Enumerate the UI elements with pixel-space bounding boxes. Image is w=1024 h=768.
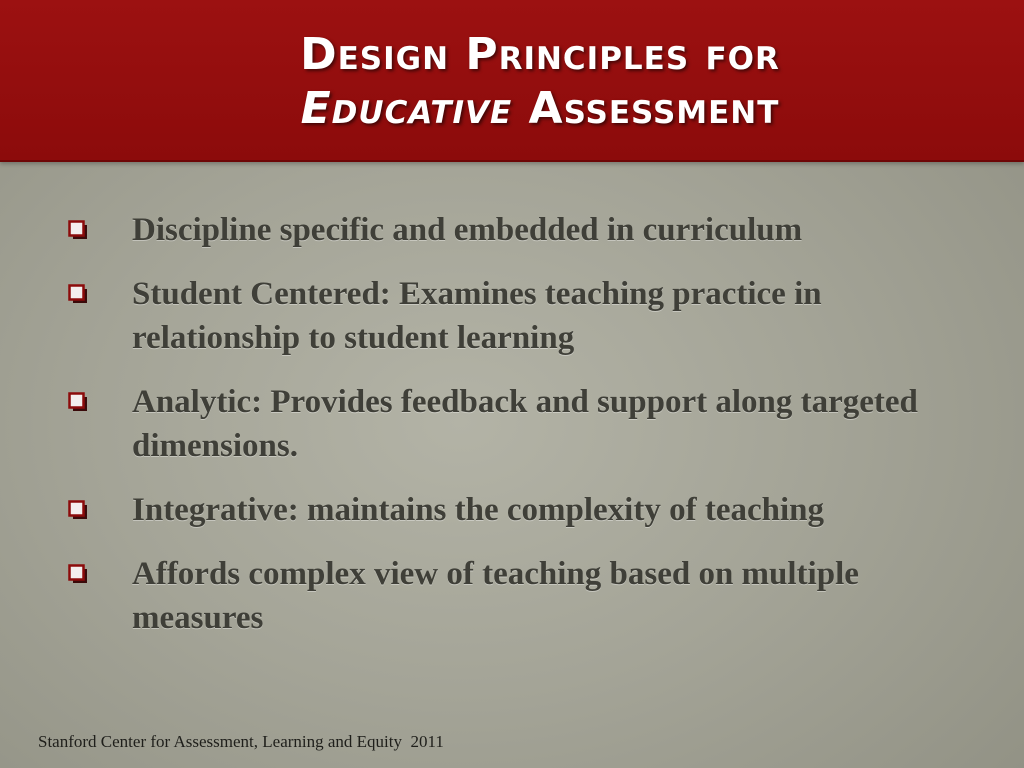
title-line-2-rest: Assessment	[512, 83, 780, 134]
bullet-text: Analytic: Provides feedback and support along targeted dimensions.	[132, 384, 918, 464]
bullet-item	[62, 208, 962, 252]
slide-title	[0, 28, 1024, 136]
title-line-2	[0, 82, 1024, 136]
bullet-item	[62, 552, 962, 640]
bullet-item	[62, 272, 962, 360]
title-italic-word: Educative	[300, 83, 513, 134]
bullet-text: Integrative: maintains the complexity of teaching	[132, 492, 824, 528]
bullet-item	[62, 488, 962, 532]
checkbox-square-icon	[68, 284, 88, 304]
footer-credit: Stanford Center for Assessment, Learning and Equity 2011	[38, 732, 444, 751]
bullet-list	[62, 208, 962, 660]
bullet-text: Affords complex view of teaching based on multiple measures	[132, 556, 859, 636]
bullet-text: Discipline specific and embedded in curriculum	[132, 212, 803, 248]
checkbox-square-icon	[68, 500, 88, 520]
checkbox-square-icon	[68, 220, 88, 240]
title-line-1: Design Principles for	[300, 29, 780, 80]
checkbox-square-icon	[68, 564, 88, 584]
bullet-text: Student Centered: Examines teaching practice in relationship to student learning	[132, 276, 822, 356]
bullet-item	[62, 380, 962, 468]
checkbox-square-icon	[68, 392, 88, 412]
